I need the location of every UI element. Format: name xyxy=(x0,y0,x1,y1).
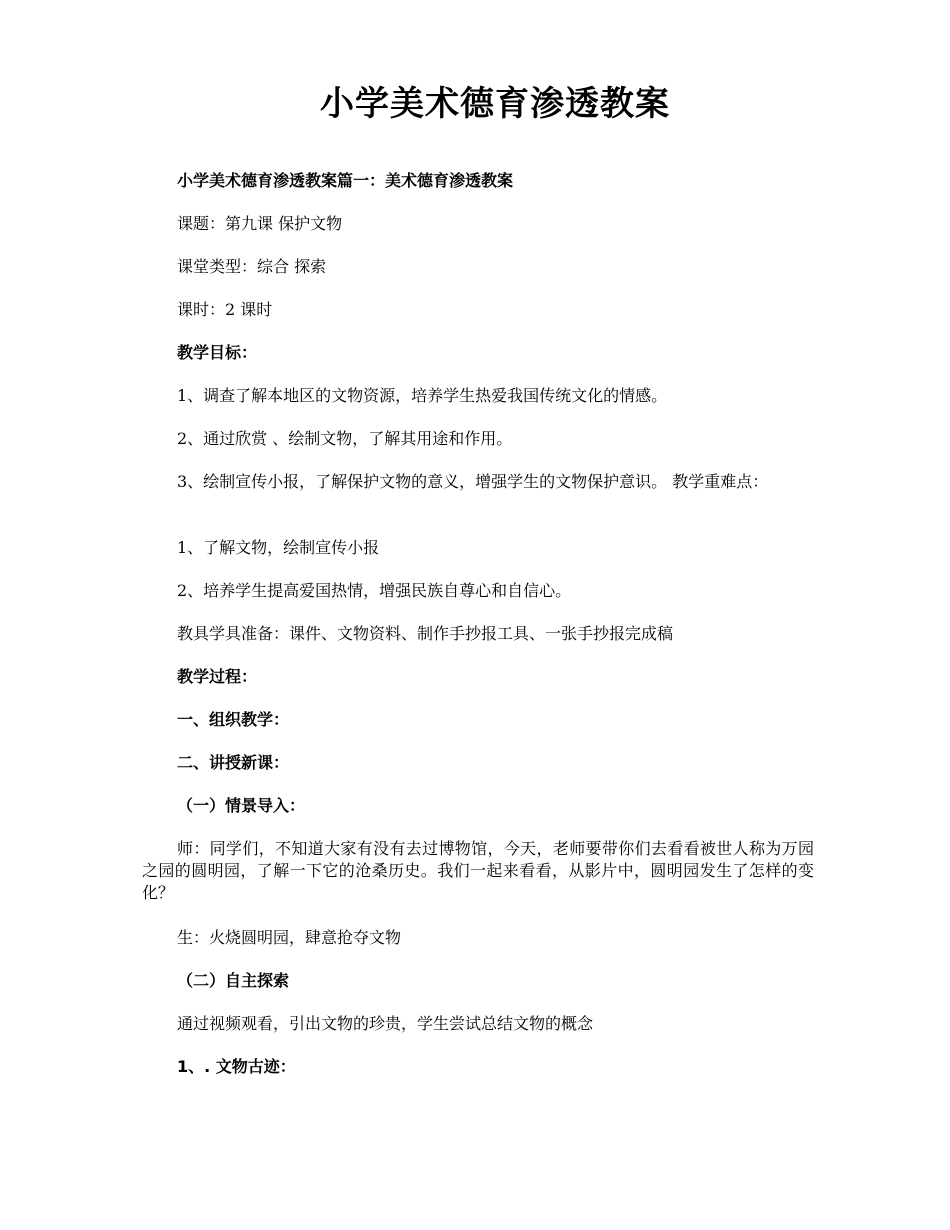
document-title: 小学美术德育渗透教案 xyxy=(320,84,670,124)
paragraph: 生：火烧圆明园，肆意抢夺文物 xyxy=(177,928,402,947)
paragraph: 1、调查了解本地区的文物资源，培养学生热爱我国传统文化的情感。 xyxy=(177,386,668,405)
section-heading: 1、. 文物古迹： xyxy=(177,1057,296,1076)
section-heading: （一）情景导入： xyxy=(177,796,306,815)
section-heading: 二、讲授新课： xyxy=(177,753,290,772)
paragraph: 通过视频观看，引出文物的珍贵，学生尝试总结文物的概念 xyxy=(177,1014,594,1033)
section-heading: 教学目标： xyxy=(177,343,258,362)
paragraph: 2、培养学生提高爱国热情，增强民族自尊心和自信心。 xyxy=(177,581,572,600)
section-heading: （二）自主探索 xyxy=(177,971,290,990)
paragraph: 3、绘制宣传小报，了解保护文物的意义，增强学生的文物保护意识。 教学重难点： xyxy=(177,472,769,491)
section-heading: 教学过程： xyxy=(177,667,258,686)
paragraph: 1、了解文物，绘制宣传小报 xyxy=(177,538,380,557)
section-heading: 小学美术德育渗透教案篇一：美术德育渗透教案 xyxy=(177,171,514,190)
paragraph: 教具学具准备：课件、文物资料、制作手抄报工具、一张手抄报完成稿 xyxy=(177,624,674,643)
paragraph: 课题：第九课 保护文物 xyxy=(177,214,343,233)
paragraph: 2、通过欣赏 、绘制文物，了解其用途和作用。 xyxy=(177,429,513,448)
paragraph: 课时：2 课时 xyxy=(177,300,273,319)
paragraph: 课堂类型：综合 探索 xyxy=(177,257,327,276)
section-heading: 一、组织教学： xyxy=(177,710,290,729)
paragraph: 师：同学们，不知道大家有没有去过博物馆，今天，老师要带你们去看看被世人称为万园之园的圆明园，了解一下它的沧桑历史。我们一起来看看，从影片中，圆明园发生了怎样的变化？ xyxy=(142,839,814,902)
